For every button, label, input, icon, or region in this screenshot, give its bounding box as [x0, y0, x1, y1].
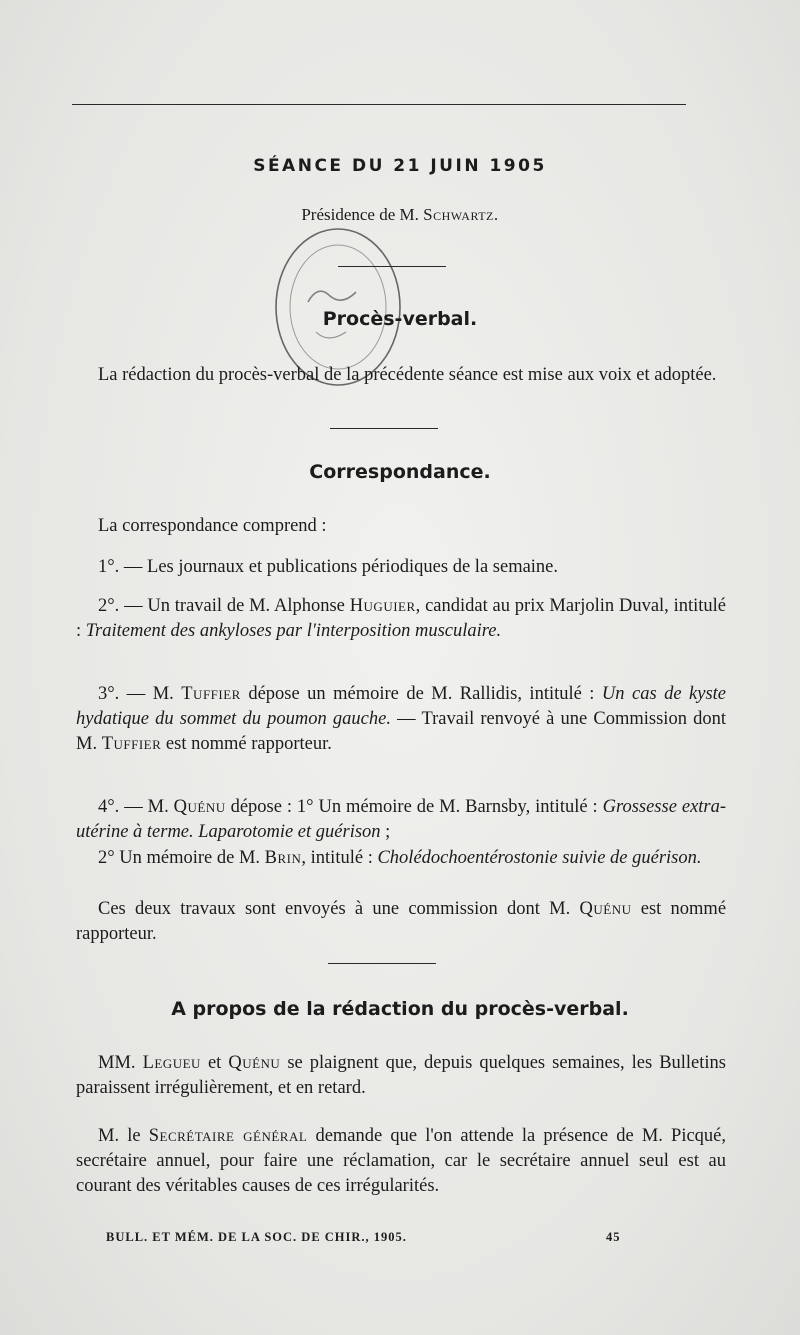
- correspondance-heading: Correspondance.: [309, 461, 491, 483]
- item-2-mid: , candidat au prix Marjolin Duval, intitulé :: [76, 596, 727, 641]
- item-4-second-prefix: 2° Un mémoire de M.: [98, 848, 261, 868]
- proces-verbal-top-rule: [338, 266, 446, 267]
- a-propos-p2-name: Secrétaire général: [148, 1126, 308, 1146]
- a-propos-p2-rest: demande que l'on attende la présence de M. Picqué, secrétaire annuel, pour faire une réclamation, car le secrétaire annuel seul est au courant des véritables causes de ces irrégularités.: [76, 1126, 727, 1196]
- presidence-name: Schwartz.: [423, 205, 499, 224]
- footer-citation: BULL. ET MÉM. DE LA SOC. DE CHIR., 1905.: [106, 1230, 407, 1244]
- proces-verbal-heading: Procès-verbal.: [322, 308, 478, 330]
- correspondance-item-3: [76, 682, 726, 757]
- item-3-end: est nommé rapporteur.: [165, 734, 332, 754]
- item-4-close-end: est nommé rapporteur.: [76, 899, 727, 944]
- item-4-title-1: Grossesse extra-utérine à terme. Laparotomie et guérison: [76, 797, 727, 842]
- item-4-close-prefix: Ces deux travaux sont envoyés à une commission dont M.: [98, 899, 571, 919]
- a-propos-paragraph-1: [76, 1051, 726, 1101]
- item-4-sep: ;: [385, 822, 391, 842]
- a-propos-rule: [328, 963, 436, 964]
- proces-verbal-text: La rédaction du procès-verbal de la précédente séance est mise aux voix et adoptée.: [98, 365, 717, 385]
- item-3-mid-1: dépose un mémoire de M. Rallidis, intitulé :: [248, 684, 595, 704]
- a-propos-p1-name-2: Quénu: [228, 1053, 281, 1073]
- page-number: 45: [606, 1230, 621, 1244]
- correspondance-rule: [330, 428, 438, 429]
- item-3-title: Un cas de kyste hydatique du sommet du poumon gauche.: [76, 684, 727, 729]
- a-propos-p1-and: et: [207, 1053, 222, 1073]
- presidence-prefix: Présidence de M.: [301, 205, 419, 224]
- item-3-mid-2: — Travail renvoyé à une Commission dont M.: [76, 709, 727, 754]
- item-4-mid: dépose : 1° Un mémoire de M. Barnsby, intitulé :: [230, 797, 598, 817]
- correspondance-item-4-second: [76, 846, 726, 871]
- item-4-title-2: Cholédochoentérostonie suivie de guérison.: [377, 848, 702, 868]
- item-4-second-name: Brin: [264, 848, 302, 868]
- item-3-name-2: Tuffier: [101, 734, 162, 754]
- item-3-prefix: 3°. — M.: [98, 684, 174, 704]
- a-propos-p1-prefix: MM.: [98, 1053, 136, 1073]
- a-propos-heading: A propos de la rédaction du procès-verbal.: [171, 998, 629, 1020]
- item-2-name: Huguier: [349, 596, 416, 616]
- item-4-second-mid: , intitulé :: [301, 848, 373, 868]
- correspondance-item-4: [76, 795, 726, 845]
- a-propos-paragraph-2: [76, 1124, 726, 1199]
- item-4-close-name: Quénu: [579, 899, 632, 919]
- item-2-title: Traitement des ankyloses par l'interposition musculaire.: [85, 621, 502, 641]
- a-propos-p1-name-1: Legueu: [142, 1053, 201, 1073]
- correspondance-item-2: [76, 594, 726, 644]
- seance-title: SÉANCE DU 21 JUIN 1905: [253, 156, 547, 176]
- item-2-prefix: 2°. — Un travail de M. Alphonse: [98, 596, 345, 616]
- item-3-name-1: Tuffier: [181, 684, 241, 704]
- a-propos-p2-prefix: M. le: [98, 1126, 141, 1146]
- item-4-name: Quénu: [173, 797, 226, 817]
- correspondance-intro: La correspondance comprend :: [98, 516, 327, 536]
- correspondance-item-1: 1°. — Les journaux et publications périodiques de la semaine.: [98, 557, 559, 577]
- item-4-prefix: 4°. — M.: [98, 797, 169, 817]
- a-propos-p1-rest: se plaignent que, depuis quelques semaines, les Bulletins paraissent irrégulièrement, et en retard.: [76, 1053, 727, 1098]
- correspondance-item-4-close: [76, 897, 726, 947]
- top-rule: [72, 104, 686, 105]
